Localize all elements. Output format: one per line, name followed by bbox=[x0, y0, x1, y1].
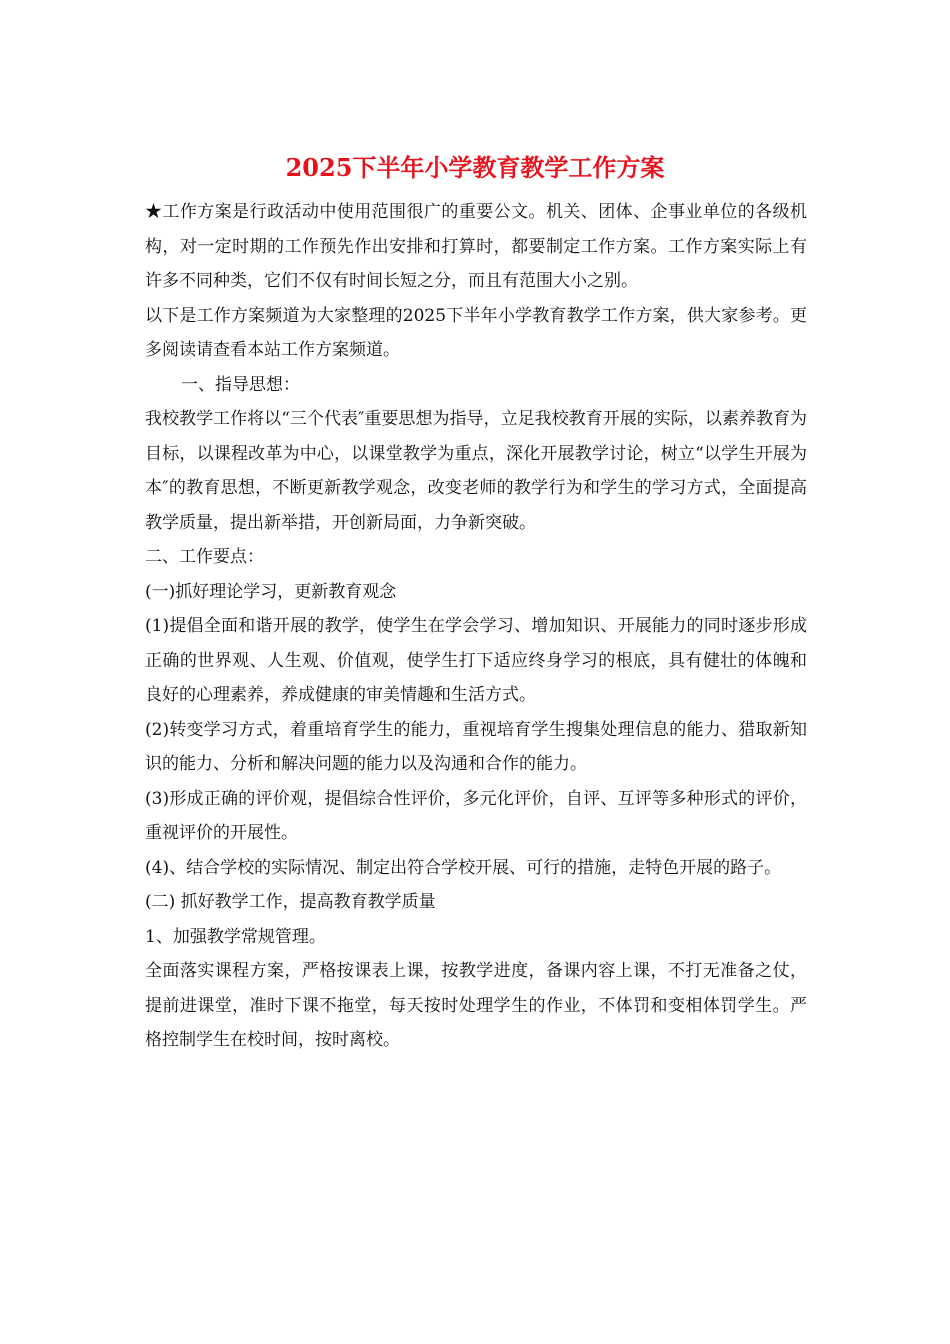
document-body bbox=[145, 195, 807, 1058]
subsection-heading-theory-study: (一)抓好理论学习，更新教育观念 bbox=[145, 581, 397, 602]
section-heading-work-points: 二、工作要点： bbox=[145, 547, 264, 567]
section-heading-guiding-ideology: 一、指导思想： bbox=[181, 374, 300, 395]
item-heading-routine-management: 1、加强教学常规管理。 bbox=[145, 926, 326, 947]
document-title: 2025下半年小学教育教学工作方案 bbox=[285, 153, 665, 182]
subsection-heading-teaching-work: (二) 抓好教学工作，提高教育教学质量 bbox=[145, 892, 436, 912]
item-paragraph-4: (4)、结合学校的实际情况、制定出符合学校开展、可行的措施，走特色开展的路子。 bbox=[145, 857, 782, 878]
intro-paragraph: ★工作方案是行政活动中使用范围很广的重要公文。机关、团体、企事业单位的各级机构，对一定时期的工作预先作出安排和打算时，都要制定工作方案。工作方案实际上有许多不同种类，它们不仅有时间长短之分，而且有范围大小之别。 bbox=[145, 202, 807, 291]
channel-note-paragraph: 以下是工作方案频道为大家整理的2025下半年小学教育教学工作方案，供大家参考。更多阅读请查看本站工作方案频道。 bbox=[145, 305, 807, 360]
guiding-ideology-paragraph: 我校教学工作将以“三个代表″重要思想为指导，立足我校教育开展的实际，以素养教育为目标，以课程改革为中心，以课堂教学为重点，深化开展教学讨论，树立“以学生开展为本″的教育思想，不断更新教学观念，改变老师的教学行为和学生的学习方式，全面提高教学质量，提出新举措，开创新局面，力争新突破。 bbox=[145, 409, 807, 533]
item-paragraph-2: (2)转变学习方式，着重培育学生的能力，重视培育学生搜集处理信息的能力、猎取新知识的能力、分析和解决问题的能力以及沟通和合作的能力。 bbox=[145, 719, 807, 774]
item-paragraph-1: (1)提倡全面和谐开展的教学，使学生在学会学习、增加知识、开展能力的同时逐步形成正确的世界观、人生观、价值观，使学生打下适应终身学习的根底，具有健壮的体魄和良好的心理素养，养成健康的审美情趣和生活方式。 bbox=[145, 616, 807, 705]
routine-management-paragraph: 全面落实课程方案，严格按课表上课，按教学进度，备课内容上课，不打无准备之仗，提前进课堂，准时下课不拖堂，每天按时处理学生的作业，不体罚和变相体罚学生。严格控制学生在校时间，按时离校。 bbox=[145, 961, 807, 1050]
item-paragraph-3: (3)形成正确的评价观，提倡综合性评价，多元化评价，自评、互评等多种形式的评价，重视评价的开展性。 bbox=[145, 788, 807, 843]
